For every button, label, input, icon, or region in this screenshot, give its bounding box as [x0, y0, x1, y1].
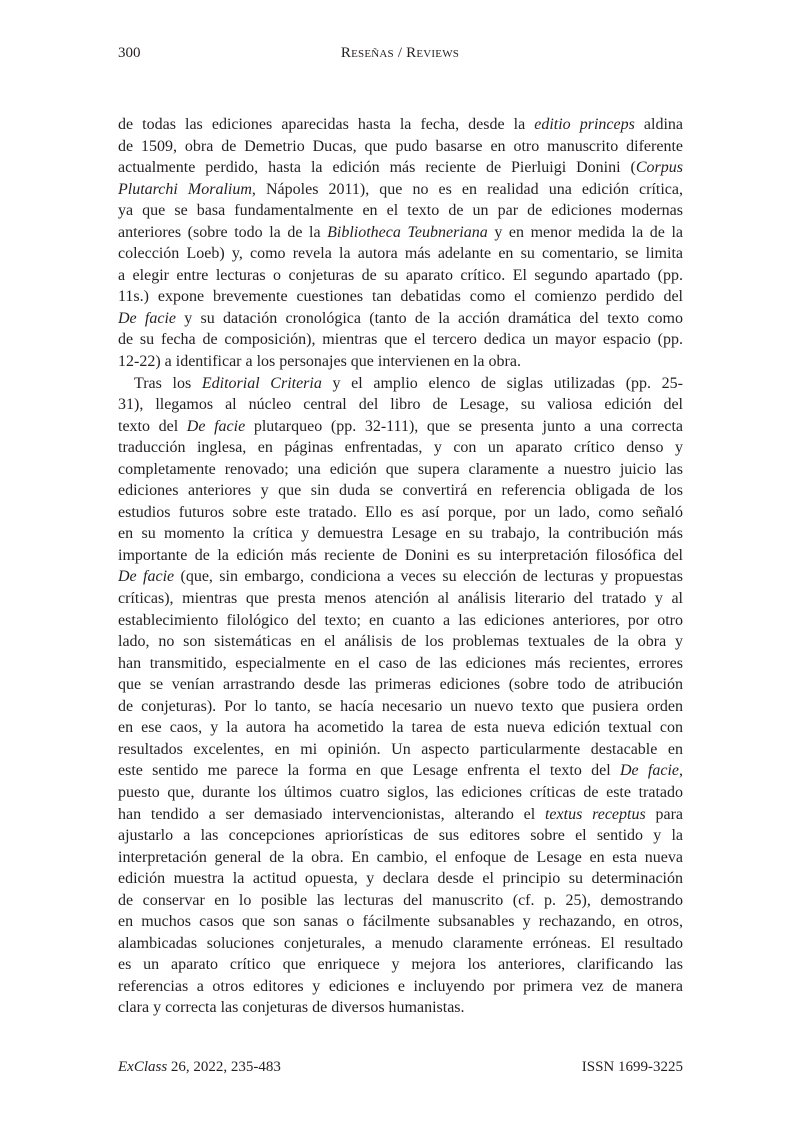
italic-text: De facie — [186, 417, 246, 435]
text-segment: de todas las ediciones aparecidas hasta la fecha, desde la — [118, 116, 535, 133]
text-segment: ya que se basa fundamentalmente en el texto de un par de ediciones modernas — [118, 202, 683, 220]
text-line — [118, 416, 683, 438]
text-segment: edición muestra la actitud opuesta, y declara desde el principio su determinación — [118, 870, 683, 888]
text-line — [118, 394, 683, 416]
text-line — [118, 437, 683, 459]
text-line — [118, 502, 683, 524]
text-segment: 12-22) a identificar a los personajes que intervienen en la obra. — [118, 353, 521, 371]
text-segment: críticas), mientras que presta menos atención al análisis literario del tratado y al — [118, 590, 683, 608]
text-segment: es un aparato crítico que enriquece y mejora los anteriores, clarificando las — [118, 956, 683, 974]
italic-text: textus receptus — [544, 805, 646, 823]
text-line — [118, 911, 683, 933]
text-segment: han transmitido, especialmente en el caso de las ediciones más recientes, errores — [118, 654, 683, 672]
text-line — [118, 329, 683, 351]
footer-issn: ISSN 1699-3225 — [581, 1059, 683, 1075]
footer-citation — [118, 1059, 281, 1076]
text-line — [118, 308, 683, 330]
body-text — [118, 114, 683, 1019]
text-segment: ajustarlo a las concepciones apriorísticas de sus editores sobre el sentido y la — [118, 827, 683, 845]
text-segment: referencias a otros editores y ediciones e incluyendo por primera vez de manera — [118, 977, 683, 995]
italic-text: De facie — [118, 568, 175, 586]
text-segment: de conjeturas). Por lo tanto, se hacía necesario un nuevo texto que pusiera orden — [118, 697, 683, 715]
text-line — [118, 847, 683, 869]
text-segment: en muchos casos que son sanas o fácilmente subsanables y rechazando, en otros, — [118, 913, 683, 931]
text-segment: ediciones anteriores y que sin duda se convertirá en referencia obligada de los — [118, 482, 683, 500]
text-segment: plutarqueo (pp. 32-111), que se presenta junto a una correcta — [245, 417, 683, 435]
text-segment: de conservar en lo posible las lecturas del manuscrito (cf. p. 25), demostrando — [118, 891, 683, 909]
paragraph — [118, 114, 683, 373]
text-segment: estudios futuros sobre este tratado. Ello es así porque, por un lado, como señaló — [118, 503, 683, 521]
italic-text: Bibliotheca Teubneriana — [327, 223, 488, 241]
text-line — [118, 114, 683, 136]
text-segment: actualmente perdido, hasta la edición más reciente de Pierluigi Donini ( — [118, 159, 636, 177]
italic-text: Editorial Criteria — [201, 374, 322, 392]
text-segment: lado, no son sistemáticas en el análisis de los problemas textuales de la obra y — [118, 633, 683, 651]
text-line — [118, 933, 683, 955]
text-segment: aldina — [634, 116, 683, 133]
text-line — [118, 373, 683, 395]
text-line — [118, 545, 683, 567]
text-line — [118, 782, 683, 804]
text-segment: y su datación cronológica (tanto de la acción dramática del texto como — [176, 309, 683, 327]
text-segment: han tendido a ser demasiado intervencionistas, alterando el — [118, 805, 545, 823]
text-segment: y el amplio elenco de siglas utilizadas (pp. 25- — [321, 374, 683, 392]
text-segment: de su fecha de composición), mientras que el tercero dedica un mayor espacio (pp. — [118, 331, 683, 349]
text-segment: texto del — [118, 417, 187, 435]
text-line — [118, 157, 683, 179]
text-segment: completamente renovado; una edición que supera claramente a nuestro juicio las — [118, 460, 683, 478]
text-segment: resultados excelentes, en mi opinión. Un aspecto particularmente destacable en — [118, 740, 683, 758]
text-segment: Tras los — [134, 374, 202, 392]
text-line — [118, 631, 683, 653]
text-line — [118, 804, 683, 826]
text-segment: (que, sin embargo, condiciona a veces su elección de lecturas y propuestas — [174, 568, 683, 586]
text-line — [118, 480, 683, 502]
text-line — [118, 243, 683, 265]
text-segment: puesto que, durante los últimos cuatro siglos, las ediciones críticas de este tratado — [118, 783, 683, 801]
text-segment: clara y correcta las conjeturas de diversos humanistas. — [118, 999, 465, 1017]
text-line — [118, 265, 683, 287]
text-segment: 31), llegamos al núcleo central del libro de Lesage, su valiosa edición del — [118, 396, 683, 414]
text-segment: interpretación general de la obra. En cambio, el enfoque de Lesage en esta nueva — [118, 848, 683, 866]
italic-text: Corpus — [635, 159, 683, 177]
text-segment: 11s.) expone brevemente cuestiones tan debatidas como el comienzo perdido del — [118, 288, 683, 306]
text-segment: anteriores (sobre todo la de la — [118, 223, 328, 241]
journal-volume-pages: 26, 2022, 235-483 — [167, 1059, 281, 1075]
text-line — [118, 222, 683, 244]
paragraph — [118, 373, 683, 1019]
text-segment: importante de la edición más reciente de Donini es su interpretación filosófica del — [118, 546, 683, 564]
text-line — [118, 760, 683, 782]
text-line — [118, 674, 683, 696]
text-line — [118, 954, 683, 976]
text-line — [118, 868, 683, 890]
text-line — [118, 136, 683, 158]
text-line — [118, 588, 683, 610]
italic-text: De facie — [619, 762, 680, 780]
text-line — [118, 459, 683, 481]
text-line — [118, 825, 683, 847]
text-segment: y en menor medida la de la — [487, 223, 683, 241]
italic-text: De facie — [118, 309, 177, 327]
text-segment: en su momento la crítica y demuestra Lesage en su trabajo, la contribución más — [118, 525, 683, 543]
text-segment: traducción inglesa, en páginas enfrentadas, y con un aparato crítico denso y — [118, 439, 683, 457]
italic-text: Plutarchi Moralium — [118, 180, 252, 198]
text-segment: colección Loeb) y, como revela la autora más adelante en su comentario, se limita — [118, 245, 683, 263]
text-line — [118, 179, 683, 201]
text-line — [118, 653, 683, 675]
text-line — [118, 739, 683, 761]
text-segment: establecimiento filológico del texto; en cuanto a las ediciones anteriores, por otro — [118, 611, 683, 629]
text-line — [118, 351, 683, 373]
text-segment: a elegir entre lecturas o conjeturas de su aparato crítico. El segundo apartado (pp. — [118, 266, 683, 284]
text-segment: en ese caos, y la autora ha acometido la tarea de esta nueva edición textual con — [118, 719, 683, 737]
text-line — [118, 696, 683, 718]
page-number: 300 — [118, 45, 141, 61]
running-title: Reseñas / Reviews — [340, 45, 460, 61]
text-line — [118, 976, 683, 998]
italic-text: editio princeps — [534, 116, 635, 133]
text-segment: alambicadas soluciones conjeturales, a menudo claramente erróneas. El resultado — [118, 934, 683, 952]
text-line — [118, 523, 683, 545]
text-segment: este sentido me parece la forma en que Lesage enfrenta el texto del — [118, 762, 620, 780]
text-line — [118, 566, 683, 588]
text-segment: que se venían arrastrando desde las primeras ediciones (sobre todo de atribución — [118, 676, 683, 694]
text-segment: , Nápoles 2011), que no es en realidad una edición crítica, — [251, 180, 683, 198]
text-line — [118, 717, 683, 739]
text-line — [118, 997, 683, 1019]
text-line — [118, 286, 683, 308]
text-segment: de 1509, obra de Demetrio Ducas, que pudo basarse en otro manuscrito diferente — [118, 137, 683, 155]
text-line — [118, 200, 683, 222]
text-segment: , — [679, 762, 683, 780]
text-segment: para — [645, 805, 683, 823]
text-line — [118, 610, 683, 632]
text-line — [118, 890, 683, 912]
journal-name: ExClass — [118, 1059, 168, 1075]
